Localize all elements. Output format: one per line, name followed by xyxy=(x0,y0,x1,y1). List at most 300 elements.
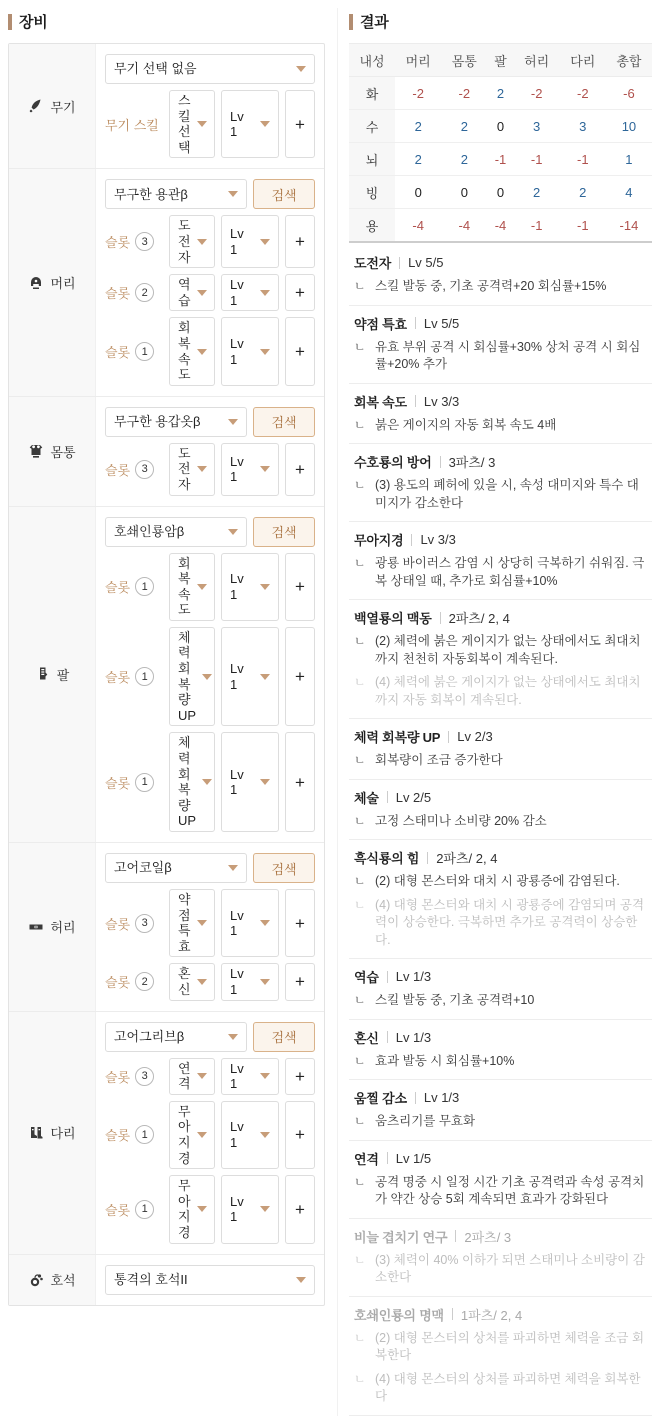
equip-part-name: 몸통 xyxy=(50,444,76,460)
chevron-down-icon xyxy=(296,1277,306,1283)
level-select-value: Lv 1 xyxy=(230,108,244,140)
skill-level: Lv 5/5 xyxy=(423,315,460,331)
skill-select[interactable] xyxy=(169,90,215,158)
chevron-down-icon xyxy=(228,419,238,425)
slot-skill-select[interactable] xyxy=(169,215,215,268)
slot-skill-select-value: 체력 회복량 UP xyxy=(178,735,197,829)
chevron-down-icon xyxy=(197,239,207,245)
element-label: 용 xyxy=(349,209,395,242)
skill-item xyxy=(349,600,652,719)
chevron-down-icon xyxy=(260,121,270,127)
element-label: 빙 xyxy=(349,176,395,209)
divider xyxy=(415,1092,416,1104)
slot-level-select-value: Lv 1 xyxy=(230,766,244,798)
equip-piece-select-value: 무기 선택 없음 xyxy=(114,61,197,77)
add-skill-button[interactable]: + xyxy=(285,274,315,311)
equip-piece-select[interactable] xyxy=(105,407,247,437)
branch-marker: ㄴ xyxy=(354,339,366,354)
skill-item xyxy=(349,306,652,384)
divider xyxy=(387,1152,388,1164)
skill-item xyxy=(349,1297,652,1416)
slot-row xyxy=(105,1058,315,1095)
equip-content xyxy=(96,397,324,506)
skill-description xyxy=(354,674,650,709)
slot-level-select[interactable] xyxy=(221,1101,279,1169)
slot-label xyxy=(105,1101,163,1169)
equip-part-label xyxy=(9,169,96,395)
skill-level: Lv 1/3 xyxy=(395,969,432,984)
slot-label xyxy=(105,889,163,957)
slot-label-text: 슬롯 xyxy=(105,286,131,302)
resistance-value: -4 xyxy=(487,209,513,242)
element-label: 화 xyxy=(349,77,395,110)
chevron-down-icon xyxy=(228,191,238,197)
search-button[interactable]: 검색 xyxy=(253,407,315,437)
charm-icon xyxy=(28,1272,44,1288)
slot-label-text: 슬롯 xyxy=(105,670,131,686)
equip-main-row xyxy=(105,853,315,883)
resistance-value: -6 xyxy=(606,77,652,110)
legs-icon xyxy=(28,1125,44,1141)
level-select[interactable] xyxy=(221,90,279,158)
equip-part-name: 허리 xyxy=(50,920,76,936)
slot-label-text: 슬롯 xyxy=(105,462,131,478)
skill-description xyxy=(354,633,650,668)
slot-skill-select-value: 혼신 xyxy=(178,966,191,997)
slot-level-select-value: Lv 1 xyxy=(230,226,244,257)
skill-description-text: (2) 체력에 붉은 게이지가 없는 상태에서도 최대치까지 천천히 자동회복이 계속된다. xyxy=(375,634,641,666)
skill-description-text: 효과 발동 시 회심률+10% xyxy=(375,1053,515,1068)
add-skill-button[interactable]: + xyxy=(285,90,315,158)
resistance-column-header: 총합 xyxy=(606,44,652,77)
search-button[interactable]: 검색 xyxy=(253,853,315,883)
skill-level: Lv 1/5 xyxy=(395,1150,432,1166)
skill-name: 연격 xyxy=(354,1151,379,1167)
equip-piece-select-value: 통격의 호석II xyxy=(114,1271,188,1287)
branch-marker: ㄴ xyxy=(354,1114,366,1128)
equip-content xyxy=(96,44,324,168)
slot-row xyxy=(105,443,315,496)
skill-level: Lv 2/5 xyxy=(395,789,432,805)
resistance-table-wrap xyxy=(349,43,652,243)
slot-skill-select[interactable] xyxy=(169,732,215,832)
chest-icon xyxy=(28,443,44,459)
slot-skill-select-value: 역습 xyxy=(178,277,191,308)
add-skill-button[interactable]: + xyxy=(285,627,315,727)
equip-content xyxy=(96,507,324,843)
branch-marker: ㄴ xyxy=(354,1053,366,1068)
slot-size-badge: 3 xyxy=(135,1067,154,1086)
resistance-column-header: 몸통 xyxy=(441,44,487,77)
add-skill-button[interactable]: + xyxy=(285,963,315,1000)
skill-description-text: 스킬 발동 중, 기초 공격력+20 회심률+15% xyxy=(375,279,607,293)
slot-label xyxy=(105,317,163,385)
branch-marker: ㄴ xyxy=(354,753,366,767)
skill-description xyxy=(354,897,650,950)
chevron-down-icon xyxy=(260,466,270,472)
slot-level-select[interactable] xyxy=(221,889,279,957)
branch-marker: ㄴ xyxy=(354,1252,366,1267)
divider xyxy=(440,612,441,624)
divider xyxy=(440,456,441,468)
slot-skill-select-value: 체력 회복량 UP xyxy=(178,629,197,723)
slot-skill-select-value: 무아지경 xyxy=(178,1103,191,1166)
equip-main-row xyxy=(105,54,315,84)
search-button[interactable]: 검색 xyxy=(253,1022,315,1052)
skill-description-text: (4) 대형 몬스터의 상처를 파괴하면 체력을 회복한다 xyxy=(375,1371,641,1403)
resistance-value: -4 xyxy=(395,209,441,242)
equip-piece-select-value: 무구한 용갑옷β xyxy=(114,413,201,429)
slot-label xyxy=(105,553,163,621)
skill-title xyxy=(354,727,650,746)
slot-label-text: 슬롯 xyxy=(105,775,131,791)
slot-size-badge: 1 xyxy=(135,773,154,792)
equip-part-label xyxy=(9,1012,96,1254)
divider xyxy=(387,971,388,983)
resistance-value: -1 xyxy=(514,209,560,242)
chevron-down-icon xyxy=(197,920,207,926)
branch-marker: ㄴ xyxy=(354,1174,366,1189)
equip-content xyxy=(96,843,324,1011)
add-skill-button[interactable]: + xyxy=(285,889,315,957)
equip-piece-select-value: 고어코일β xyxy=(114,860,172,876)
slot-level-select-value: Lv 1 xyxy=(230,966,244,997)
branch-marker: ㄴ xyxy=(354,1371,366,1386)
slot-level-select[interactable] xyxy=(221,274,279,311)
skill-level: Lv 2/3 xyxy=(457,729,493,744)
skill-level: Lv 5/5 xyxy=(408,255,444,270)
chevron-down-icon xyxy=(197,1132,207,1138)
slot-level-select[interactable] xyxy=(221,443,279,496)
chevron-down-icon xyxy=(260,1073,270,1079)
slot-label-text: 슬롯 xyxy=(105,1202,131,1218)
equip-main-row xyxy=(105,179,315,209)
skill-description xyxy=(354,1053,650,1071)
skill-description xyxy=(354,477,650,512)
skill-description xyxy=(354,1371,650,1406)
equip-piece-select[interactable] xyxy=(105,54,315,84)
branch-marker: ㄴ xyxy=(354,634,366,648)
slot-skill-select[interactable] xyxy=(169,1101,215,1169)
divider xyxy=(455,1230,456,1242)
resistance-value: -1 xyxy=(487,143,513,176)
chevron-down-icon xyxy=(197,979,207,985)
slot-level-select[interactable] xyxy=(221,215,279,268)
equip-piece-select[interactable] xyxy=(105,853,247,883)
resistance-value: -2 xyxy=(441,77,487,110)
weapon-icon xyxy=(28,98,44,114)
slot-skill-select[interactable] xyxy=(169,627,215,727)
chevron-down-icon xyxy=(260,1206,270,1212)
skill-item xyxy=(349,522,652,600)
skill-item xyxy=(349,444,652,522)
chevron-down-icon xyxy=(260,1132,270,1138)
slot-skill-select[interactable] xyxy=(169,317,215,385)
slot-level-select-value: Lv 1 xyxy=(230,1060,244,1092)
skill-item xyxy=(349,245,652,306)
skill-description-text: 붉은 게이지의 자동 회복 속도 4배 xyxy=(375,417,557,432)
equip-piece-select[interactable] xyxy=(105,517,247,547)
slot-skill-select[interactable] xyxy=(169,889,215,957)
equip-content xyxy=(96,1012,324,1254)
slot-skill-select[interactable] xyxy=(169,1058,215,1095)
slot-row xyxy=(105,215,315,268)
slot-row xyxy=(105,553,315,621)
resistance-column-header: 다리 xyxy=(560,44,606,77)
slot-label xyxy=(105,732,163,832)
slot-label-text: 슬롯 xyxy=(105,1128,131,1144)
skill-title xyxy=(354,253,650,272)
equip-section-waist xyxy=(9,842,324,1011)
resistance-value: 2 xyxy=(560,176,606,209)
skill-level: Lv 1/3 xyxy=(423,1090,460,1105)
equip-section-weapon xyxy=(9,44,324,168)
equip-part-name: 무기 xyxy=(50,99,76,115)
add-skill-button[interactable]: + xyxy=(285,553,315,621)
slot-skill-select[interactable] xyxy=(169,963,215,1000)
branch-marker: ㄴ xyxy=(354,1330,366,1345)
slot-skill-select[interactable] xyxy=(169,443,215,496)
slot-level-select-value: Lv 1 xyxy=(230,277,244,308)
slot-label-text: 슬롯 xyxy=(105,916,131,932)
resistance-value: -2 xyxy=(560,77,606,110)
skill-item xyxy=(349,1219,652,1297)
add-skill-button[interactable]: + xyxy=(285,443,315,496)
element-label: 뇌 xyxy=(349,143,395,176)
resistance-value: -1 xyxy=(560,209,606,242)
skill-title xyxy=(354,848,650,867)
chevron-down-icon xyxy=(260,349,270,355)
slot-level-select[interactable] xyxy=(221,1175,279,1243)
slot-label-text: 슬롯 xyxy=(105,235,131,251)
resistance-value: -1 xyxy=(560,143,606,176)
slot-label xyxy=(105,443,163,496)
skill-name: 수호룡의 방어 xyxy=(354,455,432,470)
skill-title xyxy=(354,452,650,471)
chevron-down-icon xyxy=(197,1073,207,1079)
divider xyxy=(427,852,428,864)
equip-main-row xyxy=(105,1022,315,1052)
chevron-down-icon xyxy=(197,349,207,355)
slot-skill-select-value: 회복 속도 xyxy=(178,555,191,618)
search-button[interactable]: 검색 xyxy=(253,179,315,209)
element-label: 수 xyxy=(349,110,395,143)
add-skill-button[interactable]: + xyxy=(285,215,315,268)
skill-name: 흑식룡의 힘 xyxy=(354,851,420,866)
skill-description-text: 고정 스태미나 소비량 20% 감소 xyxy=(375,813,547,828)
skill-title xyxy=(354,967,650,986)
skill-list xyxy=(349,245,652,1416)
slot-size-badge: 3 xyxy=(135,914,154,933)
skill-title xyxy=(354,1149,650,1168)
slot-skill-select[interactable] xyxy=(169,274,215,311)
slot-row xyxy=(105,963,315,1000)
resistance-row xyxy=(349,176,652,209)
branch-marker: ㄴ xyxy=(354,556,366,570)
skill-description-text: 회복량이 조금 증가한다 xyxy=(375,753,503,767)
skill-name: 체력 회복량 UP xyxy=(354,730,441,745)
slot-skill-select-value: 도전자 xyxy=(178,218,191,265)
equipment-table xyxy=(8,43,325,1306)
slot-label-text: 슬롯 xyxy=(105,975,131,991)
chevron-down-icon xyxy=(260,674,270,680)
add-skill-button[interactable]: + xyxy=(285,317,315,385)
resistance-value: 10 xyxy=(606,110,652,143)
equip-part-name: 다리 xyxy=(50,1126,76,1142)
chevron-down-icon xyxy=(197,584,207,590)
divider xyxy=(415,395,416,407)
equipment-header xyxy=(8,11,325,32)
skill-description xyxy=(354,1113,650,1131)
slot-level-select[interactable] xyxy=(221,317,279,385)
slot-skill-select-value: 도전자 xyxy=(178,445,191,492)
slot-level-select[interactable] xyxy=(221,1058,279,1095)
equip-section-arm xyxy=(9,506,324,843)
slot-label xyxy=(105,963,163,1000)
chevron-down-icon xyxy=(197,121,207,127)
divider xyxy=(387,791,388,803)
slot-level-select-value: Lv 1 xyxy=(230,335,244,367)
skill-description-text: 광룡 바이러스 감염 시 상당히 극복하기 쉬워짐. 극복 상태일 때, 추가로 회심률+10% xyxy=(375,556,645,588)
branch-marker: ㄴ xyxy=(354,993,366,1007)
add-skill-button[interactable]: + xyxy=(285,1101,315,1169)
divider xyxy=(399,257,400,269)
divider xyxy=(452,1308,453,1320)
slot-level-select[interactable] xyxy=(221,553,279,621)
chevron-down-icon xyxy=(202,674,212,680)
equipment-panel xyxy=(8,8,325,1416)
slot-label-text: 슬롯 xyxy=(105,345,131,361)
skill-title xyxy=(354,314,650,333)
skill-description-text: 공격 명중 시 일정 시간 기초 공격력과 속성 공격치가 약간 상승 5회 계속되면 효과가 강화된다 xyxy=(375,1174,645,1206)
slot-skill-select[interactable] xyxy=(169,553,215,621)
slot-size-badge: 1 xyxy=(135,577,154,596)
skill-level: Lv 1/3 xyxy=(395,1029,432,1045)
equip-part-name: 머리 xyxy=(50,276,76,292)
chevron-down-icon xyxy=(260,920,270,926)
slot-row xyxy=(105,1175,315,1243)
equip-piece-select-value: 무구한 용관β xyxy=(114,186,188,202)
slot-size-badge: 1 xyxy=(135,342,154,361)
slot-level-select[interactable] xyxy=(221,963,279,1000)
slot-skill-select-value: 무아지경 xyxy=(178,1178,191,1240)
skill-description-text: 스킬 발동 중, 기초 공격력+10 xyxy=(375,993,535,1007)
resistance-value: -4 xyxy=(441,209,487,242)
skill-description xyxy=(354,752,650,770)
slot-level-select[interactable] xyxy=(221,627,279,727)
skill-description-text: (4) 체력에 붉은 게이지가 없는 상태에서도 최대치까지 자동 회복이 계속된다. xyxy=(375,675,641,707)
skill-description xyxy=(354,1174,650,1209)
resistance-table xyxy=(349,43,652,241)
skill-description xyxy=(354,873,650,891)
branch-marker: ㄴ xyxy=(354,675,366,689)
divider xyxy=(448,731,449,743)
slot-level-select-value: Lv 1 xyxy=(230,453,244,485)
slot-size-badge: 1 xyxy=(135,1125,154,1144)
weapon-skill-label: 무기 스킬 xyxy=(105,117,159,133)
resistance-column-header: 허리 xyxy=(514,44,560,77)
accent-bar xyxy=(349,14,353,30)
resistance-value: -14 xyxy=(606,209,652,242)
chevron-down-icon xyxy=(228,529,238,535)
skill-level: 3파츠/ 3 xyxy=(448,455,496,470)
equip-piece-select[interactable] xyxy=(105,1265,315,1295)
skill-name: 호쇄인룡의 명맥 xyxy=(354,1307,444,1323)
equip-section-charm xyxy=(9,1254,324,1305)
slot-row xyxy=(105,1101,315,1169)
resistance-value: 0 xyxy=(487,110,513,143)
search-button[interactable]: 검색 xyxy=(253,517,315,547)
equipment-title: 장비 xyxy=(19,14,48,31)
skill-description-text: 움츠리기를 무효화 xyxy=(375,1114,476,1128)
skill-title xyxy=(354,530,650,549)
skill-name: 움찔 감소 xyxy=(354,1091,407,1106)
skill-description xyxy=(354,1330,650,1365)
add-skill-button[interactable]: + xyxy=(285,1175,315,1243)
branch-marker: ㄴ xyxy=(354,897,366,912)
skill-item xyxy=(349,1020,652,1081)
chevron-down-icon xyxy=(197,466,207,472)
skill-level: 2파츠/ 2, 4 xyxy=(448,611,510,626)
equip-main-row xyxy=(105,1265,315,1295)
divider xyxy=(387,1031,388,1043)
equip-part-label xyxy=(9,1255,96,1305)
equip-piece-select[interactable] xyxy=(105,1022,247,1052)
slot-row xyxy=(105,889,315,957)
slot-level-select[interactable] xyxy=(221,732,279,832)
skill-description xyxy=(354,1252,650,1287)
slot-skill-select-value: 연격 xyxy=(178,1060,191,1092)
slot-skill-select[interactable] xyxy=(169,1175,215,1243)
skill-name: 비늘 겹치기 연구 xyxy=(354,1229,448,1245)
head-icon xyxy=(28,275,44,291)
skill-name: 역습 xyxy=(354,970,379,985)
slot-row xyxy=(105,732,315,832)
skill-title xyxy=(354,1305,650,1324)
skill-description xyxy=(354,813,650,831)
skill-name: 회복 속도 xyxy=(354,394,407,410)
skill-level: Lv 3/3 xyxy=(423,393,460,409)
add-skill-button[interactable]: + xyxy=(285,732,315,832)
slot-label xyxy=(105,215,163,268)
skill-description-text: (3) 용도의 폐허에 있을 시, 속성 대미지와 특수 대미지가 감소한다 xyxy=(375,478,639,510)
branch-marker: ㄴ xyxy=(354,478,366,492)
slot-level-select-value: Lv 1 xyxy=(230,1193,244,1225)
chevron-down-icon xyxy=(197,1206,207,1212)
slot-level-select-value: Lv 1 xyxy=(230,571,244,602)
equip-piece-select[interactable] xyxy=(105,179,247,209)
slot-label xyxy=(105,1058,163,1095)
skill-description xyxy=(354,417,650,435)
results-panel xyxy=(337,8,652,1416)
equip-part-label xyxy=(9,44,96,168)
equip-section-legs xyxy=(9,1011,324,1254)
resistance-value: 2 xyxy=(441,110,487,143)
skill-name: 백열룡의 맥동 xyxy=(354,611,432,626)
skill-item xyxy=(349,384,652,445)
skill-description-text: (3) 체력이 40% 이하가 되면 스태미나 소비량이 감소한다 xyxy=(375,1252,645,1284)
weapon-skill-row xyxy=(105,90,315,158)
results-header xyxy=(349,11,652,32)
skill-select-value: 스킬 선택 xyxy=(178,93,191,155)
skill-name: 혼신 xyxy=(354,1030,379,1046)
results-title: 결과 xyxy=(360,14,389,31)
branch-marker: ㄴ xyxy=(354,417,366,432)
skill-name: 약점 특효 xyxy=(354,316,407,332)
skill-item xyxy=(349,840,652,959)
chevron-down-icon xyxy=(260,290,270,296)
add-skill-button[interactable]: + xyxy=(285,1058,315,1095)
